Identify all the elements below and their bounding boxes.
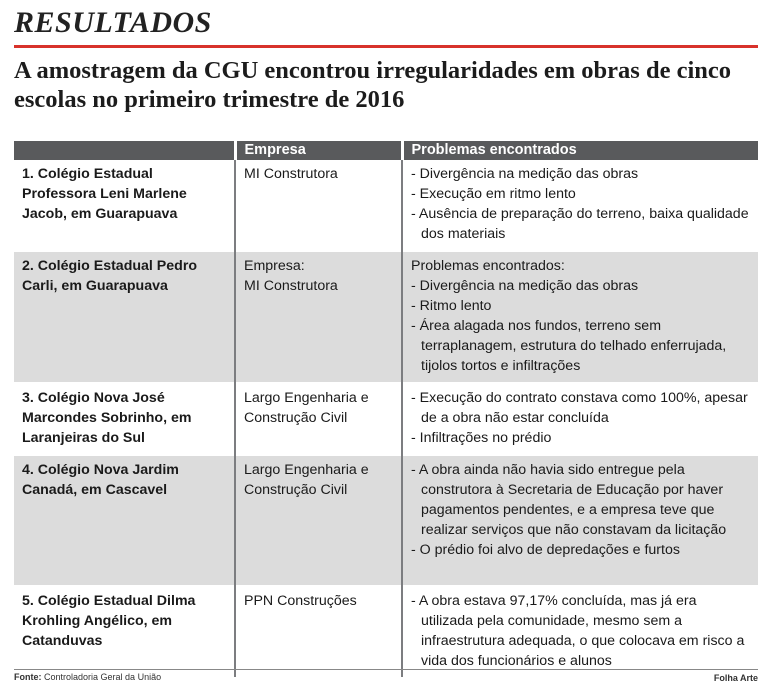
source-text: Controladoria Geral da União [44, 672, 162, 682]
school-name: 4. Colégio Nova Jardim Canadá, em Cascavel [14, 455, 235, 586]
problem-item: - Área alagada nos fundos, terreno sem terraplanagem, estrutura do telhado enferrujada, tijolos tortos e infiltrações [411, 316, 750, 376]
company-label: Empresa: [244, 258, 305, 274]
problem-item: - Infiltrações no prédio [411, 428, 750, 448]
header-school [14, 141, 235, 160]
problem-item: - Execução do contrato constava como 100%, apesar de a obra não estar concluída [411, 388, 750, 428]
footer [14, 669, 758, 682]
problem-item: - Ausência de preparação do terreno, baixa qualidade dos materiais [411, 204, 750, 244]
red-divider [14, 45, 758, 48]
problems-cell [402, 383, 758, 455]
table-row [14, 383, 758, 455]
problem-item: - Execução em ritmo lento [411, 184, 750, 204]
problems-cell [402, 455, 758, 586]
problem-item: - A obra estava 97,17% concluída, mas já era utilizada pela comunidade, mesmo sem a infraestrutura adequada, o que colocava em risco a vida dos funcionários e alunos [411, 591, 750, 671]
problem-item: - O prédio foi alvo de depredações e furtos [411, 540, 750, 560]
source-label: Fonte: [14, 672, 42, 682]
company-name: Largo Engenharia e Construção Civil [235, 383, 402, 455]
problem-item: - Divergência na medição das obras [411, 164, 750, 184]
results-table [14, 141, 758, 677]
company-cell [235, 251, 402, 383]
company-name: Largo Engenharia e Construção Civil [235, 455, 402, 586]
header-company: Empresa [235, 141, 402, 160]
company-name: PPN Construções [235, 586, 402, 677]
table-header-row [14, 141, 758, 160]
problem-item: - A obra ainda não havia sido entregue pela construtora à Secretaria de Educação por haver pagamentos pendentes, e a empresa teve que realizar serviços que não constavam da licitação [411, 460, 750, 540]
header-problems: Problemas encontrados [402, 141, 758, 160]
problem-item: - Divergência na medição das obras [411, 276, 750, 296]
section-kicker: RESULTADOS [14, 6, 212, 39]
table-row [14, 586, 758, 677]
school-name: 5. Colégio Estadual Dilma Krohling Angélico, em Catanduvas [14, 586, 235, 677]
company-name: MI Construtora [244, 278, 338, 294]
table-row [14, 455, 758, 586]
school-name: 1. Colégio Estadual Professora Leni Marlene Jacob, em Guarapuava [22, 166, 187, 222]
table-row [14, 160, 758, 251]
school-name: 2. Colégio Estadual Pedro Carli, em Guarapuava [14, 251, 235, 383]
problems-label: Problemas encontrados: [411, 258, 565, 274]
headline: A amostragem da CGU encontrou irregularidades em obras de cinco escolas no primeiro trimestre de 2016 [14, 57, 732, 113]
problems-cell [402, 251, 758, 383]
problem-item: - Ritmo lento [411, 296, 750, 316]
art-credit: Folha Arte [713, 673, 758, 683]
school-name: 3. Colégio Nova José Marcondes Sobrinho, em Laranjeiras do Sul [14, 383, 235, 455]
problems-cell [402, 160, 758, 251]
problems-cell [402, 586, 758, 677]
company-name: MI Construtora [235, 160, 402, 251]
table-row [14, 251, 758, 383]
